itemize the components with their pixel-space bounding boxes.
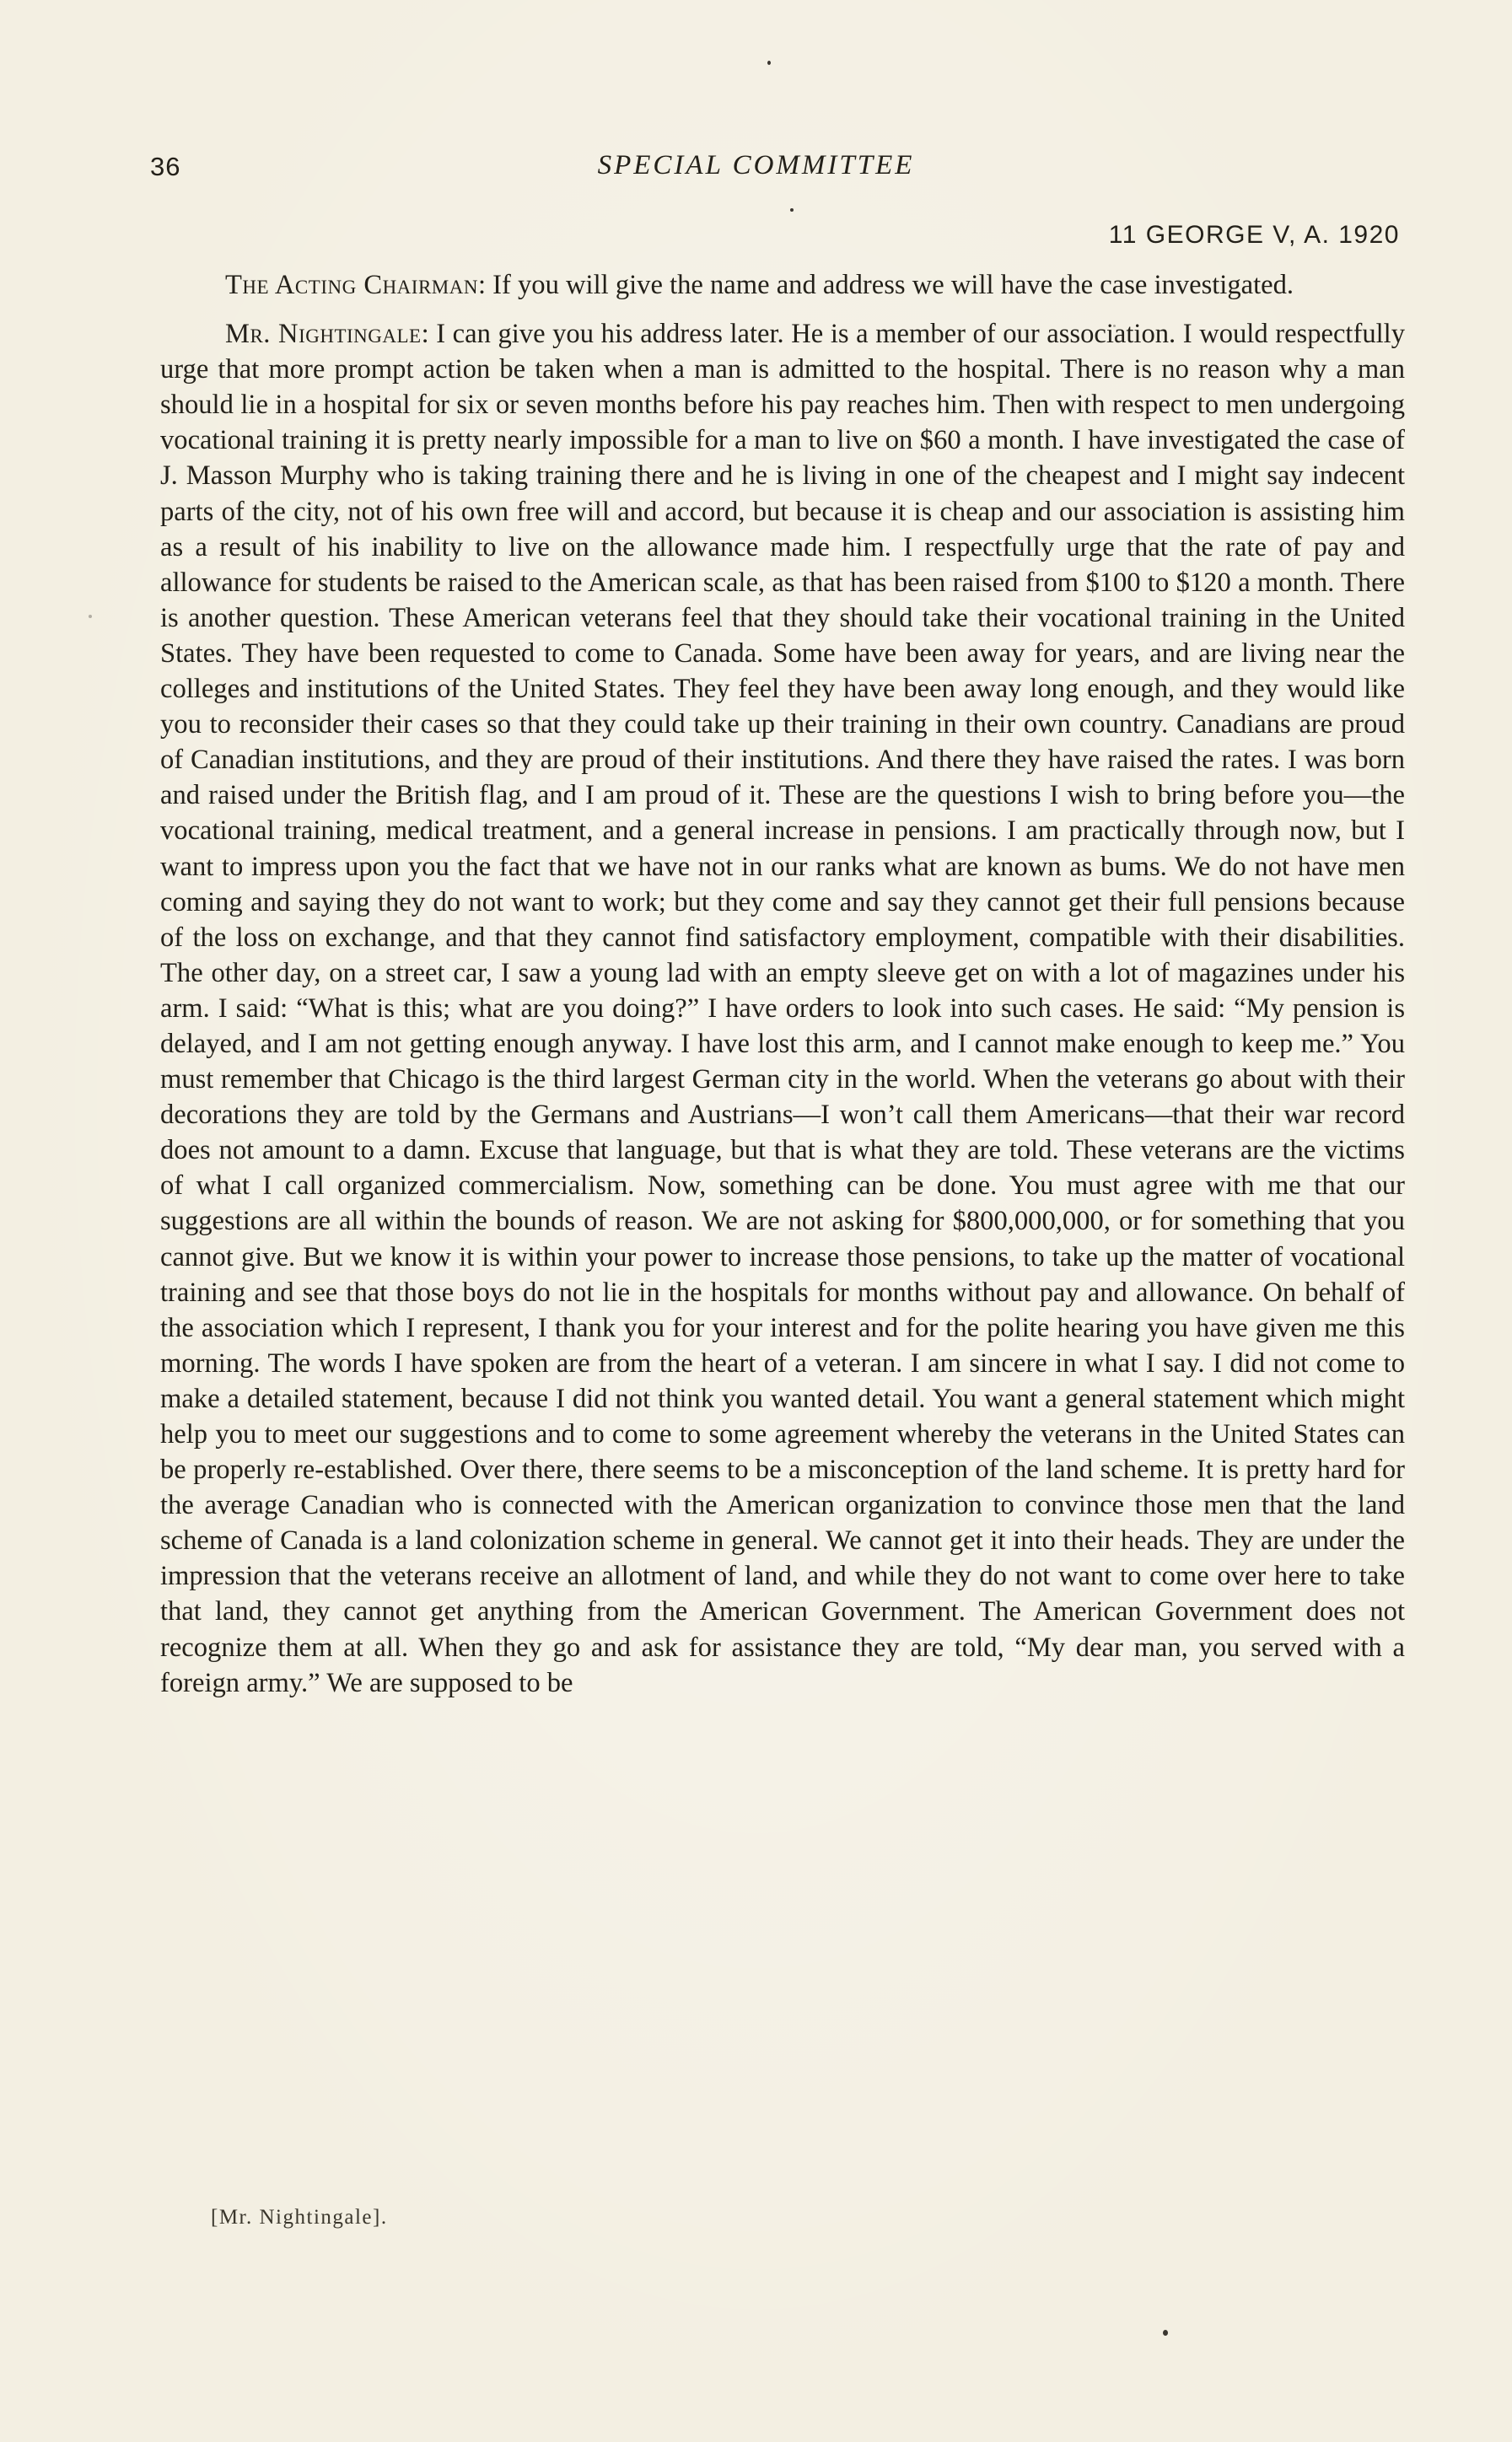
print-speck [89,615,92,618]
print-speck [790,208,794,212]
session-label: 11 GEORGE V, A. 1920 [1108,221,1400,249]
paragraph-nightingale [160,316,1405,1701]
speaker-name: The Acting Chairman [225,270,478,300]
paragraph-text: : I can give you his address later. He is a member of our association. I would respectfully urge that more prompt action be taken when a man is admitted to the hospital. There is no reason why a man should lie in a hospital for six or seven months before his pay reaches him. Then with respect to men undergoing vocational training it is pretty nearly impossible for a man to live on $60 a month. I have investigated the case of J. Masson Murphy who is taking training there and he is living in one of the cheapest and I might say indecent parts of the city, not of his own free will and accord, but because it is cheap and our association is assisting him as a result of his inability to live on the allowance made him. I respectfully urge that the rate of pay and allowance for students be raised to the American scale, as that has been raised from $100 to $120 a month. There is another question. These American veterans feel that they should take their vocational training in the United States. They have been requested to come to Canada. Some have been away for years, and are living near the colleges and institutions of the United States. They feel they have been away long enough, and they would like you to reconsider their cases so that they could take up their training in their own country. Canadians are proud of Canadian institutions, and they are proud of their institutions. And there they have raised the rates. I was born and raised under the British flag, and I am proud of it. These are the questions I wish to bring before you—the vocational training, medical treatment, and a general increase in pensions. I am practically through now, but I want to impress upon you the fact that we have not in our ranks what are known as bums. We do not have men coming and saying they do not want to work; but they come and say they cannot get their full pensions because of the loss on exchange, and that they cannot find satisfactory employment, compatible with their disabilities. The other day, on a street car, I saw a young lad with an empty sleeve get on with a lot of magazines under his arm. I said: “What is this; what are you doing?” I have orders to look into such cases. He said: “My pension is delayed, and I am not getting enough anyway. I have lost this arm, and I cannot make enough to keep me.” You must remember that Chicago is the third largest German city in the world. When the veterans go about with their decorations they are told by the Germans and Austrians—I won’t call them Americans—that their war record does not amount to a damn. Excuse that language, but that is what they are told. These veterans are the victims of what I call organized commercialism. Now, something can be done. You must agree with me that our suggestions are all within the bounds of reason. We are not asking for $800,000,000, or for something that you cannot give. But we know it is within your power to increase those pensions, to take up the matter of vocational training and see that those boys do not lie in the hospitals for months without pay and allowance. On behalf of the association which I represent, I thank you for your interest and for the polite hearing you have given me this morning. The words I have spoken are from the heart of a veteran. I am sincere in what I say. I did not come to make a detailed statement, because I did not think you wanted detail. You want a general statement which might help you to meet our suggestions and to come to some agreement whereby the veterans in the United States can be properly re-established. Over there, there seems to be a misconception of the land scheme. It is pretty hard for the average Canadian who is connected with the American organization to convince those men that the land scheme of Canada is a land colonization scheme in general. We cannot get it into their heads. They are under the impression that the veterans receive an allotment of land, and while they do not want to come over here to take that land, they cannot get anything from the American Government. The American Government does not recognize them at all. When they go and ask for assistance they are told, “My dear man, you served with a foreign army.” We are supposed to be [160,319,1405,1698]
speaker-footnote: [Mr. Nightingale]. [211,2206,388,2229]
body-text [160,267,1405,1701]
print-speck [1113,325,1116,327]
running-title: SPECIAL COMMITTEE [597,150,915,180]
print-speck [767,61,771,65]
paragraph-acting-chairman [160,267,1405,303]
speaker-name: Mr. Nightingale [225,319,422,350]
paragraph-text: : If you will give the name and address we will have the case investigated. [477,270,1294,300]
print-speck [1163,2330,1168,2336]
page-number: 36 [150,152,181,181]
